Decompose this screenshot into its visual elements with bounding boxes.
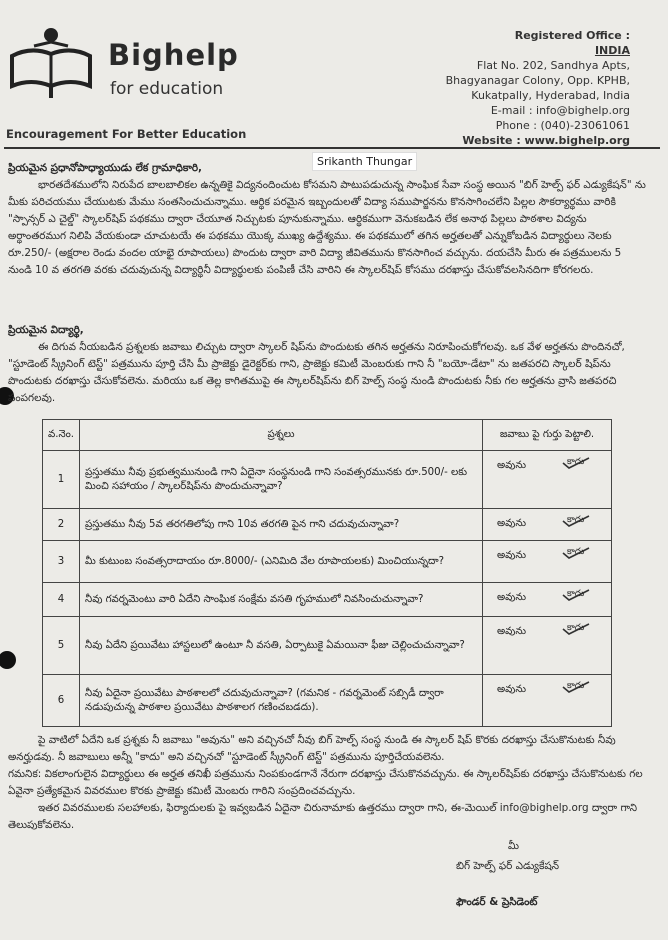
no-option[interactable]: కాదు xyxy=(567,681,585,691)
checkmark-icon xyxy=(561,547,591,559)
brand-subtitle: for education xyxy=(110,79,224,99)
row-number: 3 xyxy=(43,541,80,583)
answer-cell xyxy=(483,541,612,583)
office-line: Kukatpally, Hyderabad, India xyxy=(471,89,630,102)
sign-organization: బిగ్ హెల్ప్ ఫర్ ఎడ్యుకేషన్ xyxy=(456,860,560,872)
sign-line-1: మీ xyxy=(508,840,519,852)
student-paragraph: ఈ దిగువ నీయబడిన ప్రశ్నలకు జవాబు లిచ్చుట ద్వారా స్కాలర్ షిప్‌ను పొందుటకు తగిన అర్హతను నిరూపించుకోగలవు. ఒక వేళ అర్హతను పొందినచో, "స్టూడెంట్ స్క్రీనింగ్ టెస్ట్" పత్రమును పూర్తి చేసి మీ ప్రాజెక్టు డైరెక్టర్‌కు గాని, ప్రాజెక్టు కమిటీ మెంబరుకు గాని నీ "బయో-డేటా" ను జతపరచి స్కాలర్ షిప్‌ను పొందుటకు దరఖాస్తు చేసుకోవలెను. మరియు ఒక తెల్ల కాగితముపై ఈ స్కాలర్‌షిప్‌ను బిగ్ హెల్ప్ సంస్థ నుండి పొందుటకు నీకు గల అర్హతను వ్రాసి జతపరచి పంపగలవు. xyxy=(8,341,625,404)
no-option[interactable]: కాదు xyxy=(567,589,585,599)
table-row xyxy=(43,451,612,509)
office-line: Flat No. 202, Sandhya Apts, xyxy=(476,59,630,72)
table-row xyxy=(43,617,612,675)
col-answer-header: జవాబు పై గుర్తు పెట్టాలి. xyxy=(483,420,612,451)
office-line: Bhagyanagar Colony, Opp. KPHB, xyxy=(445,74,630,87)
question-text: ప్రస్తుతము నీవు ప్రభుత్వమునుండి గాని ఏదైనా సంస్థనుండి గాని సంవత్సరమునకు రూ.500/- లకు మించి సహాయం / స్కాలర్‌షిప్‌ను పొందుచున్నావా? xyxy=(80,451,483,509)
office-heading: Registered Office : xyxy=(514,29,630,42)
checkmark-icon xyxy=(561,515,591,527)
table-row xyxy=(43,541,612,583)
row-number: 6 xyxy=(43,675,80,727)
checkmark-icon xyxy=(561,623,591,635)
table-header-row xyxy=(43,420,612,451)
question-text: మీ కుటుంబ సంవత్సరాదాయం రూ.8000/- (ఎనిమిది వేల రూపాయలకు) మించియున్నదా? xyxy=(80,541,483,583)
checkmark-icon xyxy=(561,681,591,693)
letter-section-3 xyxy=(8,732,646,834)
office-email: E-mail : info@bighelp.org xyxy=(490,104,630,117)
answer-cell xyxy=(483,509,612,541)
salutation-student: ప్రియమైన విద్యార్థి, xyxy=(8,324,84,336)
table-row xyxy=(43,583,612,617)
punch-hole-bottom xyxy=(0,651,16,669)
letter-section-2 xyxy=(8,322,646,407)
no-option[interactable]: కాదు xyxy=(567,515,585,525)
answer-instruction-paragraph: పై వాటిలో ఏదేని ఒక ప్రశ్నకు నీ జవాబు "అవును" అని వచ్చినచో నీవు బిగ్ హెల్ప్ సంస్థ నుండి ఈ స్కాలర్ షిప్ కొరకు దరఖాస్తు చేసుకొనుటకు నీవు అనర్హుడవు. నీ జవాబులు అన్నీ "కాదు" అని వచ్చినచో "స్టూడెంట్ స్క్రీనింగ్ టెస్ట్" పత్రమును పూర్తిచేయవలెను. xyxy=(8,734,616,763)
eligibility-table xyxy=(42,419,612,727)
sign-designation: ఫౌండర్ & ప్రెసిడెంట్ xyxy=(456,896,538,908)
office-phone: Phone : (040)-23061061 xyxy=(495,119,630,132)
yes-option[interactable]: అవును xyxy=(497,550,526,561)
yes-option[interactable]: అవును xyxy=(497,626,526,637)
no-option[interactable]: కాదు xyxy=(567,547,585,557)
table-row xyxy=(43,675,612,727)
answer-cell xyxy=(483,617,612,675)
row-number: 5 xyxy=(43,617,80,675)
letter-section-1 xyxy=(8,160,646,279)
col-question-header: ప్రశ్నలు xyxy=(80,420,483,451)
question-text: నీవు ఏదైనా ప్రయివేటు పాఠశాలలో చదువుచున్నావా? (గమనిక - గవర్నమెంట్ సబ్సిడీ ద్వారా నడుపుచున్న పాఠశాల ప్రయివేటు పాఠశాలగ గణించబడదు). xyxy=(80,675,483,727)
checkmark-icon xyxy=(561,457,591,469)
salutation-headmaster: ప్రియమైన ప్రధానోపాధ్యాయుడు లేక గ్రామాధికారి, xyxy=(8,162,202,174)
table-row xyxy=(43,509,612,541)
question-text: ప్రస్తుతము నీవు 5వ తరగతిలోపు గాని 10వ తరగతి పైన గాని చదువుచున్నావా? xyxy=(80,509,483,541)
book-person-logo-icon xyxy=(6,26,96,98)
yes-option[interactable]: అవును xyxy=(497,460,526,471)
contact-paragraph: ఇతర వివరములకు సలహాలకు, ఫిర్యాదులకు పై ఇవ్వబడిన ఏదైనా చిరునామాకు ఉత్తరము ద్వారా గాని, ఈ-మెయిల్ info@bighelp.org ద్వారా గాని తెలుపుకోవలెను. xyxy=(8,802,637,831)
row-number: 2 xyxy=(43,509,80,541)
checkmark-icon xyxy=(561,589,591,601)
registered-office-block xyxy=(446,28,630,148)
answer-cell xyxy=(483,451,612,509)
row-number: 1 xyxy=(43,451,80,509)
tagline: Encouragement For Better Education xyxy=(6,127,247,141)
note-paragraph: గమనిక: వికలాంగులైన విద్యార్థులు ఈ అర్హత తనిఖీ పత్రమును నింపకుండగానే నేరుగా దరఖాస్తు చేసుకొనవచ్చును. ఈ స్కాలర్‌షిప్‌కు దరఖాస్తు చేసుకొనుటకు గల ఏవైనా ప్రత్యేకమైన వివరముల కొరకు ప్రాజెక్టు కమిటీ మెంబరు గారిని సంప్రదించవచ్చును. xyxy=(8,768,643,797)
recipient-name-label: Srikanth Thungar xyxy=(312,152,417,171)
yes-option[interactable]: అవును xyxy=(497,592,526,603)
no-option[interactable]: కాదు xyxy=(567,457,585,467)
yes-option[interactable]: అవును xyxy=(497,684,526,695)
row-number: 4 xyxy=(43,583,80,617)
intro-paragraph: భారతదేశములోని నిరుపేద బాలబాలికల ఉన్నతికై విద్యనందించుట కోసమని పాటుపడుచున్న సాంఘిక సేవా సంస్థ అయిన "బిగ్ హెల్ప్ ఫర్ ఎడ్యుకేషన్" ను మీకు పరిచయము చేయుటకు మేము సంతసించుచున్నాము. ఆర్థిక పరమైన ఇబ్బందులతో విద్యా సముపార్జనను కొనసాగించలేని పిల్లల సౌకర్యార్థము వారికి "స్పాన్సర్ ఎ చైల్డ్" స్కాలర్‌షిప్ పథకము ద్వారా చేయూత నిచ్చుటకు పూనుకున్నాము. ఆర్థికముగా వెనుకబడిన లేక అనాథ పిల్లలు పాఠశాల విద్యను అర్థాంతరముగ నిలిపి వేయకుండా చూచుటయే ఈ పథకము యొక్క ముఖ్య ఉద్దేశ్యము. ఈ పథకములో తగిన అర్హతలతో ఎన్నుకోబడిన విద్యార్థులు నెలకు రూ.250/- (అక్షరాల రెండు వందల యాభై రూపాయలు) పొందుట ద్వారా వారి విద్యా జీవితమును కొనసాగించ వచ్చును. దయచేసి మీరు ఈ పత్రములను 5 నుండి 10 వ తరగతి వరకు చదువుచున్న విద్యార్థినీ విద్యార్థులకు పంపిణీ చేసి వారిని ఈ స్కాలర్‌షిప్ కోసము దరఖాస్తు చేసుకోవలసినదిగా కోరగలరు. xyxy=(8,179,646,276)
answer-cell xyxy=(483,583,612,617)
answer-cell xyxy=(483,675,612,727)
question-text: నీవు ఏదేని ప్రయివేటు హాస్టలులో ఉంటూ నీ వసతి, ఏర్పాటుకై ఏమయినా ఫీజు చెల్లించుచున్నావా? xyxy=(80,617,483,675)
brand-name: Bighelp xyxy=(108,38,239,72)
col-serial-header: వ.నెం. xyxy=(43,420,80,451)
question-text: నీవు గవర్నమెంటు వారి ఏదేని సాంఘిక సంక్షేమ వసతి గృహములో నివసించుచున్నావా? xyxy=(80,583,483,617)
office-website: Website : www.bighelp.org xyxy=(462,134,630,147)
header-divider xyxy=(4,147,660,149)
yes-option[interactable]: అవును xyxy=(497,518,526,529)
office-country: INDIA xyxy=(594,44,630,57)
no-option[interactable]: కాదు xyxy=(567,623,585,633)
